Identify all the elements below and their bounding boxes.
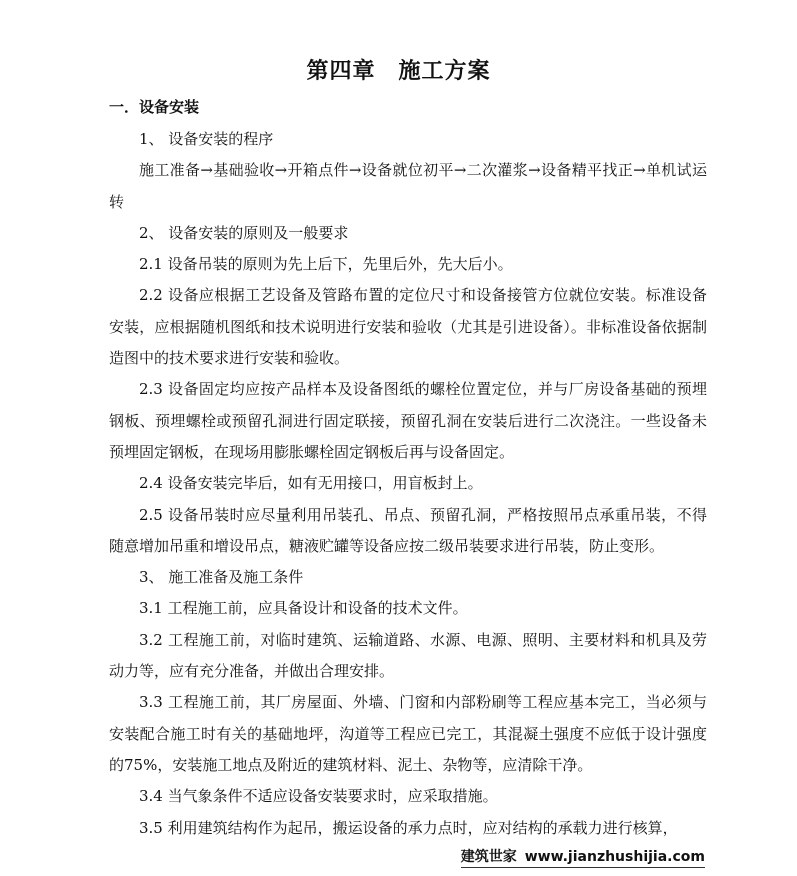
- footer-brand: 建筑世家: [460, 849, 517, 865]
- paragraph: 3、 施工准备及施工条件: [139, 568, 304, 587]
- paragraph: 1、 设备安装的程序: [139, 130, 274, 148]
- paragraph: 3.4 当气象条件不适应设备安装要求时，应采取措施。: [139, 787, 498, 806]
- paragraph: 2.2 设备应根据工艺设备及管路布置的定位尺寸和设备接管方位就位安装。标准设备安装，应根据随机图纸和技术说明进行安装和验收（尤其是引进设备）。非标准设备依据制造图中的技术要求进行安装和验收。: [109, 286, 707, 368]
- paragraph: 3.1 工程施工前，应具备设计和设备的技术文件。: [139, 599, 468, 618]
- paragraph: 2.4 设备安装完毕后，如有无用接口，用盲板封上。: [139, 474, 483, 493]
- section-heading: 一．设备安装: [109, 98, 200, 116]
- paragraph: 2.5 设备吊装时应尽量利用吊装孔、吊点、预留孔洞，严格按照吊点承重吊装，不得随意增加吊重和增设吊点，糖液贮罐等设备应按二级吊装要求进行吊装，防止变形。: [109, 505, 707, 555]
- paragraph: 3.3 工程施工前，其厂房屋面、外墙、门窗和内部粉刷等工程应基本完工，当必须与安装配合施工时有关的基础地坪，沟道等工程应已完工，其混凝土强度不应低于设计强度的75%，安装施工地点及附近的建筑材料、泥土、杂物等，应清除干净。: [109, 693, 707, 774]
- chapter-title: 第四章 施工方案: [306, 59, 491, 84]
- paragraph: 2、 设备安装的原则及一般要求: [139, 223, 349, 242]
- paragraph: 施工准备→基础验收→开箱点件→设备就位初平→二次灌浆→设备精平找正→单机试运转: [109, 161, 707, 211]
- body-text: [109, 124, 707, 844]
- paragraph: 3.2 工程施工前，对临时建筑、运输道路、水源、电源、照明、主要材料和机具及劳动力等，应有充分准备，并做出合理安排。: [109, 630, 707, 681]
- paragraph: 2.3 设备固定均应按产品样本及设备图纸的螺栓位置定位，并与厂房设备基础的预埋钢板、预埋螺栓或预留孔洞进行固定联接，预留孔洞在安装后进行二次浇注。一些设备未预埋固定钢板，在现场用膨胀螺栓固定钢板后再与设备固定。: [109, 380, 707, 461]
- footer-url[interactable]: www.jianzhushijia.com: [524, 849, 705, 865]
- paragraph: 3.5 利用建筑结构作为起吊，搬运设备的承力点时，应对结构的承载力进行核算，: [139, 818, 678, 837]
- footer-watermark: [461, 846, 705, 868]
- paragraph: 2.1 设备吊装的原则为先上后下，先里后外，先大后小。: [139, 255, 513, 274]
